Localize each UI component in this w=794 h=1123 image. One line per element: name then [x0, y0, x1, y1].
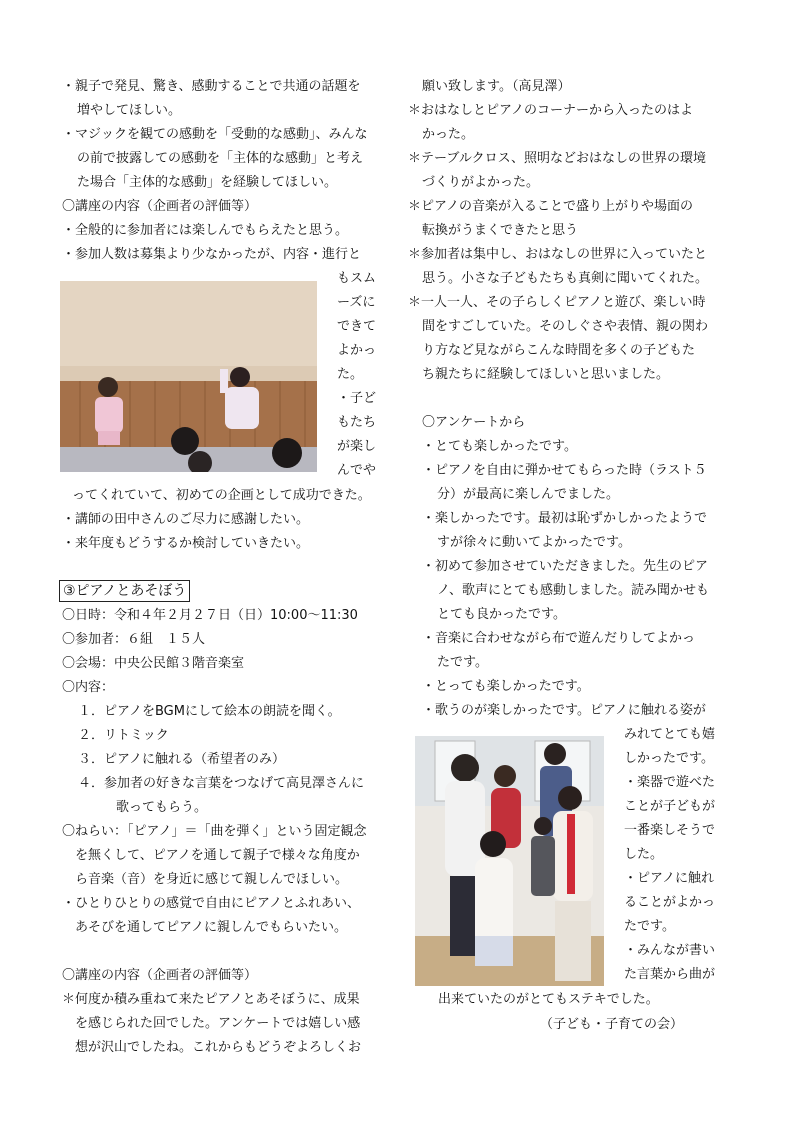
text-line: ら音楽（音）を身近に感じて親しんでほしい。 [75, 872, 349, 887]
text-line: ってくれていて、初めての企画として成功できた。 [72, 488, 371, 503]
text-line: ・楽しかったです。最初は恥ずかしかったようで [422, 511, 707, 526]
text-line: ーズに [337, 295, 376, 310]
text-line: ち親たちに経験してほしいと思いました。 [422, 367, 670, 382]
list-item: 歌ってもらう。 [116, 800, 208, 815]
text-line: ＊一人一人、その子らしくピアノと遊び、楽しい時 [408, 295, 706, 310]
text-line: ・歌うのが楽しかったです。ピアノに触れる姿が [422, 703, 706, 718]
text-line: 転換がうまくできたと思う [422, 223, 579, 238]
text-line: ・子ど [337, 391, 377, 406]
text-line: り方など見ながらこんな時間を多くの子どもた [422, 343, 696, 358]
text-line: 分）が最高に楽しんでました。 [437, 487, 620, 502]
text-line: た場合「主体的な感動」を経験してほしい。 [77, 175, 338, 190]
text-line: しかったです。 [624, 751, 714, 766]
text-line: とても良かったです。 [437, 607, 566, 622]
stage-performance-photo [60, 281, 317, 472]
piano-activity-photo [415, 736, 604, 986]
text-line: 〇内容： [62, 680, 115, 695]
text-line: 間をすごしていた。そのしぐさや表情、親の関わ [422, 319, 709, 334]
text-line: もたち [337, 415, 377, 430]
text-line: ことが子どもが [624, 799, 716, 814]
text-line: ・親子で発見、驚き、感動することで共通の話題を [62, 79, 361, 94]
text-line: ・参加人数は募集より少なかったが、内容・進行と [62, 247, 362, 262]
text-line: かった。 [422, 127, 475, 142]
text-line: 一番楽しそうで [624, 823, 716, 838]
list-item: ４．参加者の好きな言葉をつなげて高見澤さんに [78, 776, 365, 791]
text-line: を感じられた回でした。アンケートでは嬉しい感 [75, 1016, 361, 1031]
text-line: たです。 [624, 919, 675, 934]
text-line: ノ、歌声にとても感動しました。読み聞かせも [437, 583, 709, 598]
text-line: ・全般的に参加者には楽しんでもらえたと思う。 [62, 223, 349, 238]
text-line: ・ピアノを自由に弾かせてもらった時（ラスト５ [422, 463, 707, 478]
text-line: した。 [624, 847, 664, 862]
text-line: た。 [337, 367, 364, 382]
text-line: た言葉から曲が [624, 967, 716, 982]
text-line: 〇ねらい：「ピアノ」＝「曲を弾く」という固定観念 [62, 824, 367, 839]
text-line: ・とても楽しかったです。 [422, 439, 577, 454]
section-label: 〇アンケートから [422, 415, 526, 430]
text-line: もスム [337, 271, 377, 286]
text-line: できて [337, 319, 377, 334]
text-line: ＊テーブルクロス、照明などおはなしの世界の環境 [408, 151, 706, 166]
text-line: ・音楽に合わせながら布で遊んだりしてよかっ [422, 631, 696, 646]
text-line: 願い致します。（高見澤） [422, 79, 571, 94]
text-line: が楽し [337, 439, 377, 454]
text-line: ・楽器で遊べた [624, 775, 716, 790]
text-line: ・講師の田中さんのご尽力に感謝したい。 [62, 512, 310, 527]
text-line: んでや [337, 463, 377, 478]
text-line: ＊ピアノの音楽が入ることで盛り上がりや場面の [408, 199, 693, 214]
text-line: たです。 [437, 655, 488, 670]
text-line: ・初めて参加させていただきました。先生のピア [422, 559, 709, 574]
text-line: 想が沢山でしたね。これからもどうぞよろしくお [75, 1040, 362, 1055]
text-line: ＊参加者は集中し、おはなしの世界に入っていたと [408, 247, 708, 262]
text-line: あそびを通してピアノに親しんでもらいたい。 [75, 920, 347, 935]
signature: （子ども・子育ての会） [540, 1017, 684, 1032]
text-line: 思う。小さな子どもたちも真剣に聞いてくれた。 [422, 271, 709, 286]
text-line: を無くして、ピアノを通して親子で様々な角度か [75, 848, 360, 863]
text-line: 〇日時：令和４年２月２７日（日）10:00～11:30 [62, 608, 358, 623]
text-line: ＊おはなしとピアノのコーナーから入ったのはよ [408, 103, 693, 118]
text-line: 出来ていたのがとてもステキでした。 [438, 992, 659, 1007]
section-label: 〇講座の内容（企画者の評価等） [62, 199, 258, 214]
text-line: づくりがよかった。 [422, 175, 540, 190]
section-heading: ③ピアノとあそぼう [59, 580, 190, 602]
text-line: すが徐々に動いてよかったです。 [437, 535, 631, 550]
text-line: ・ピアノに触れ [624, 871, 714, 886]
list-item: １．ピアノをBGMにして絵本の朗読を聞く。 [78, 704, 341, 719]
text-line: ・みんなが書い [624, 943, 716, 958]
text-line: 〇参加者：６組 １５人 [62, 632, 206, 647]
text-line: の前で披露しての感動を「主体的な感動」と考え [77, 151, 364, 166]
text-line: ることがよかっ [624, 895, 716, 910]
section-label: 〇講座の内容（企画者の評価等） [62, 968, 258, 983]
text-line: ・マジックを観ての感動を「受動的な感動」、みんな [62, 127, 368, 142]
text-line: ＊何度か積み重ねて来たピアノとあそぼうに、成果 [62, 992, 360, 1007]
text-line: ・来年度もどうするか検討していきたい。 [62, 536, 310, 551]
text-line: みれてとても嬉 [624, 727, 716, 742]
text-line: 増やしてほしい。 [77, 103, 182, 118]
text-line: よかっ [337, 343, 377, 358]
text-line: 〇会場：中央公民館３階音楽室 [62, 656, 245, 671]
list-item: ２．リトミック [78, 728, 169, 743]
list-item: ３．ピアノに触れる（希望者のみ） [78, 752, 285, 767]
text-line: ・とっても楽しかったです。 [422, 679, 590, 694]
text-line: ・ひとりひとりの感覚で自由にピアノとふれあい、 [62, 896, 360, 911]
